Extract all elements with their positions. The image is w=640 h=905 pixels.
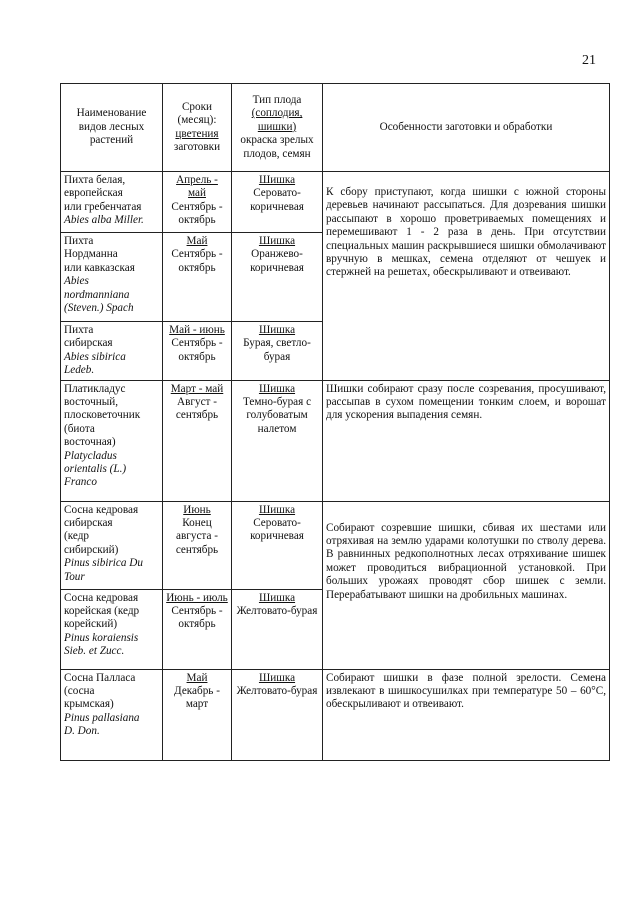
fruit-cell xyxy=(232,589,323,669)
species-latin-name: Franco xyxy=(64,476,97,489)
species-name: Сосна кедровая xyxy=(64,591,139,604)
species-name: (биота xyxy=(64,422,95,435)
species-latin-name: Pinus pallasiana xyxy=(64,711,140,724)
species-cell xyxy=(61,669,163,760)
header-fruit-type: Тип плода xyxy=(252,93,302,106)
collection-term: Сентябрь - октябрь xyxy=(171,200,223,227)
collection-term: Сентябрь - октябрь xyxy=(171,337,223,363)
header-terms-flowering: цветения xyxy=(175,127,219,140)
fruit-color: Темно-бурая с голубоватым налетом xyxy=(242,396,312,435)
fruit-type: Шишка xyxy=(258,235,296,247)
table-row xyxy=(61,172,610,233)
flowering-term: Май xyxy=(186,671,208,684)
collection-term: Сентябрь - октябрь xyxy=(171,248,223,274)
species-name: Пихта xyxy=(64,324,94,336)
species-name: или кавказская xyxy=(64,261,135,274)
fruit-type: Шишка xyxy=(258,503,296,516)
species-name: Сосна Палласа xyxy=(64,671,136,684)
fruit-type: Шишка xyxy=(258,382,296,395)
species-latin-name: nordmanniana xyxy=(64,288,130,301)
species-name: Пихта xyxy=(64,235,94,247)
species-name: или гребенчатая xyxy=(64,200,142,213)
terms-cell xyxy=(163,322,232,381)
collection-term: Декабрь - март xyxy=(174,685,220,711)
header-fruit xyxy=(232,84,323,172)
terms-cell xyxy=(163,669,232,760)
header-features: Особенности заготовки и обработки xyxy=(323,84,610,172)
species-latin-name: Abies sibirica xyxy=(64,350,126,363)
table-row xyxy=(61,501,610,589)
species-name: корейская (кедр xyxy=(64,605,140,618)
species-name: сибирская xyxy=(64,337,113,350)
species-name: европейская xyxy=(64,187,123,200)
terms-cell xyxy=(163,380,232,501)
species-name: сибирская xyxy=(64,517,113,530)
collection-term: Август - сентябрь xyxy=(175,396,219,422)
features-cell: Собирают шишки в фазе полной зрелости. Семена извлекают в шишкосушилках при температуре 50 – 60°С, обескрыливают и отвеивают. xyxy=(323,669,610,760)
species-name: крымская) xyxy=(64,698,114,711)
fruit-type: Шишка xyxy=(258,174,296,186)
fruit-color: Серовато-коричневая xyxy=(250,517,304,543)
fruit-color: Серовато-коричневая xyxy=(250,187,304,213)
features-cell: К сбору приступают, когда шишки с южной стороны деревьев начинают рассыпаться. Для дозревания шишки рассыпают в хорошо проветриваемых помещениях и перемешивают 1 - 2 раза в день. При отсутствии специальных машин раскрывшиеся шишки обмолачивают вручную в мешках, семена отделяют от чешуек и стержней на решетах, обескрыливают и отвеивают. xyxy=(323,172,610,381)
species-latin-name: Abies alba Miller. xyxy=(64,214,144,227)
collection-term: Сентябрь - октябрь xyxy=(171,605,223,631)
species-cell xyxy=(61,172,163,233)
table-header-row xyxy=(61,84,610,172)
species-latin-name: Pinus sibirica Du xyxy=(64,557,143,570)
species-name: корейский) xyxy=(64,618,118,631)
species-name: Сосна кедровая xyxy=(64,503,139,516)
header-fruit-kind: (соплодия, шишки) xyxy=(251,107,303,133)
features-cell: Собирают созревшие шишки, сбивая их шестами или отряхивая на землю ударами колотушки по стволу дерева. В равнинных редкополнотных лесах отряхивание шишек может проводиться вибрационной установкой. При больших урожаях проводят сбор шишек с земли. Перерабатывают шишки на дробильных машинах. xyxy=(323,501,610,669)
species-name: Платикладус xyxy=(64,382,126,395)
species-name: Пихта белая, xyxy=(64,174,126,186)
species-latin-name: (Steven.) Spach xyxy=(64,302,134,315)
species-name: Нордманна xyxy=(64,248,118,261)
fruit-cell xyxy=(232,669,323,760)
species-latin-name: Sieb. et Zucc. xyxy=(64,645,125,658)
terms-cell xyxy=(163,501,232,589)
fruit-cell xyxy=(232,380,323,501)
fruit-color: Желтовато-бурая xyxy=(236,605,318,618)
terms-cell xyxy=(163,233,232,322)
fruit-cell xyxy=(232,501,323,589)
flowering-term: Июнь xyxy=(183,503,211,516)
fruit-color: Желтовато-бурая xyxy=(236,685,318,698)
species-cell xyxy=(61,233,163,322)
species-cell xyxy=(61,322,163,381)
header-fruit-color: окраска зрелых плодов, семян xyxy=(240,134,314,160)
fruit-color: Оранжево-коричневая xyxy=(250,248,304,274)
terms-cell xyxy=(163,589,232,669)
flowering-term: Март - май xyxy=(170,382,224,395)
species-cell xyxy=(61,501,163,589)
species-latin-name: D. Don. xyxy=(64,725,100,738)
species-name: восточный, xyxy=(64,396,119,409)
species-name: (кедр xyxy=(64,530,89,543)
header-terms xyxy=(163,84,232,172)
species-latin-name: orientalis (L.) xyxy=(64,463,127,476)
fruit-cell xyxy=(232,322,323,381)
flowering-term: Май - июнь xyxy=(169,324,225,336)
species-table xyxy=(60,83,610,761)
species-latin-name: Ledeb. xyxy=(64,364,95,377)
header-species-name: Наименование видов лесных растений xyxy=(61,84,163,172)
flowering-term: Май xyxy=(186,235,208,247)
species-name: восточная) xyxy=(64,436,116,449)
fruit-type: Шишка xyxy=(258,324,296,336)
species-latin-name: Abies xyxy=(64,275,89,288)
fruit-type: Шишка xyxy=(258,671,296,684)
species-cell xyxy=(61,380,163,501)
header-terms-label: Сроки (месяц): xyxy=(177,100,217,127)
species-name: плосковеточник xyxy=(64,409,141,422)
fruit-color: Бурая, светло-бурая xyxy=(243,337,311,363)
species-latin-name: Platycladus xyxy=(64,449,117,462)
collection-term: Конец августа - сентябрь xyxy=(175,517,219,556)
species-name: сибирский) xyxy=(64,543,119,556)
fruit-cell xyxy=(232,172,323,233)
terms-cell xyxy=(163,172,232,233)
fruit-cell xyxy=(232,233,323,322)
species-name: (сосна xyxy=(64,685,95,698)
features-cell: Шишки собирают сразу после созревания, просушивают, рассыпав в сухом помещении тонким слоем, и ворошат для ускорения выпадения семян. xyxy=(323,380,610,501)
fruit-type: Шишка xyxy=(258,591,296,604)
table-row xyxy=(61,380,610,501)
header-terms-collection: заготовки xyxy=(173,140,221,153)
species-latin-name: Tour xyxy=(64,570,85,583)
species-latin-name: Pinus koraiensis xyxy=(64,631,139,644)
table-row xyxy=(61,669,610,760)
page-number: 21 xyxy=(582,53,596,68)
species-cell xyxy=(61,589,163,669)
flowering-term: Апрель - май xyxy=(176,174,218,200)
flowering-term: Июнь - июль xyxy=(166,591,228,604)
